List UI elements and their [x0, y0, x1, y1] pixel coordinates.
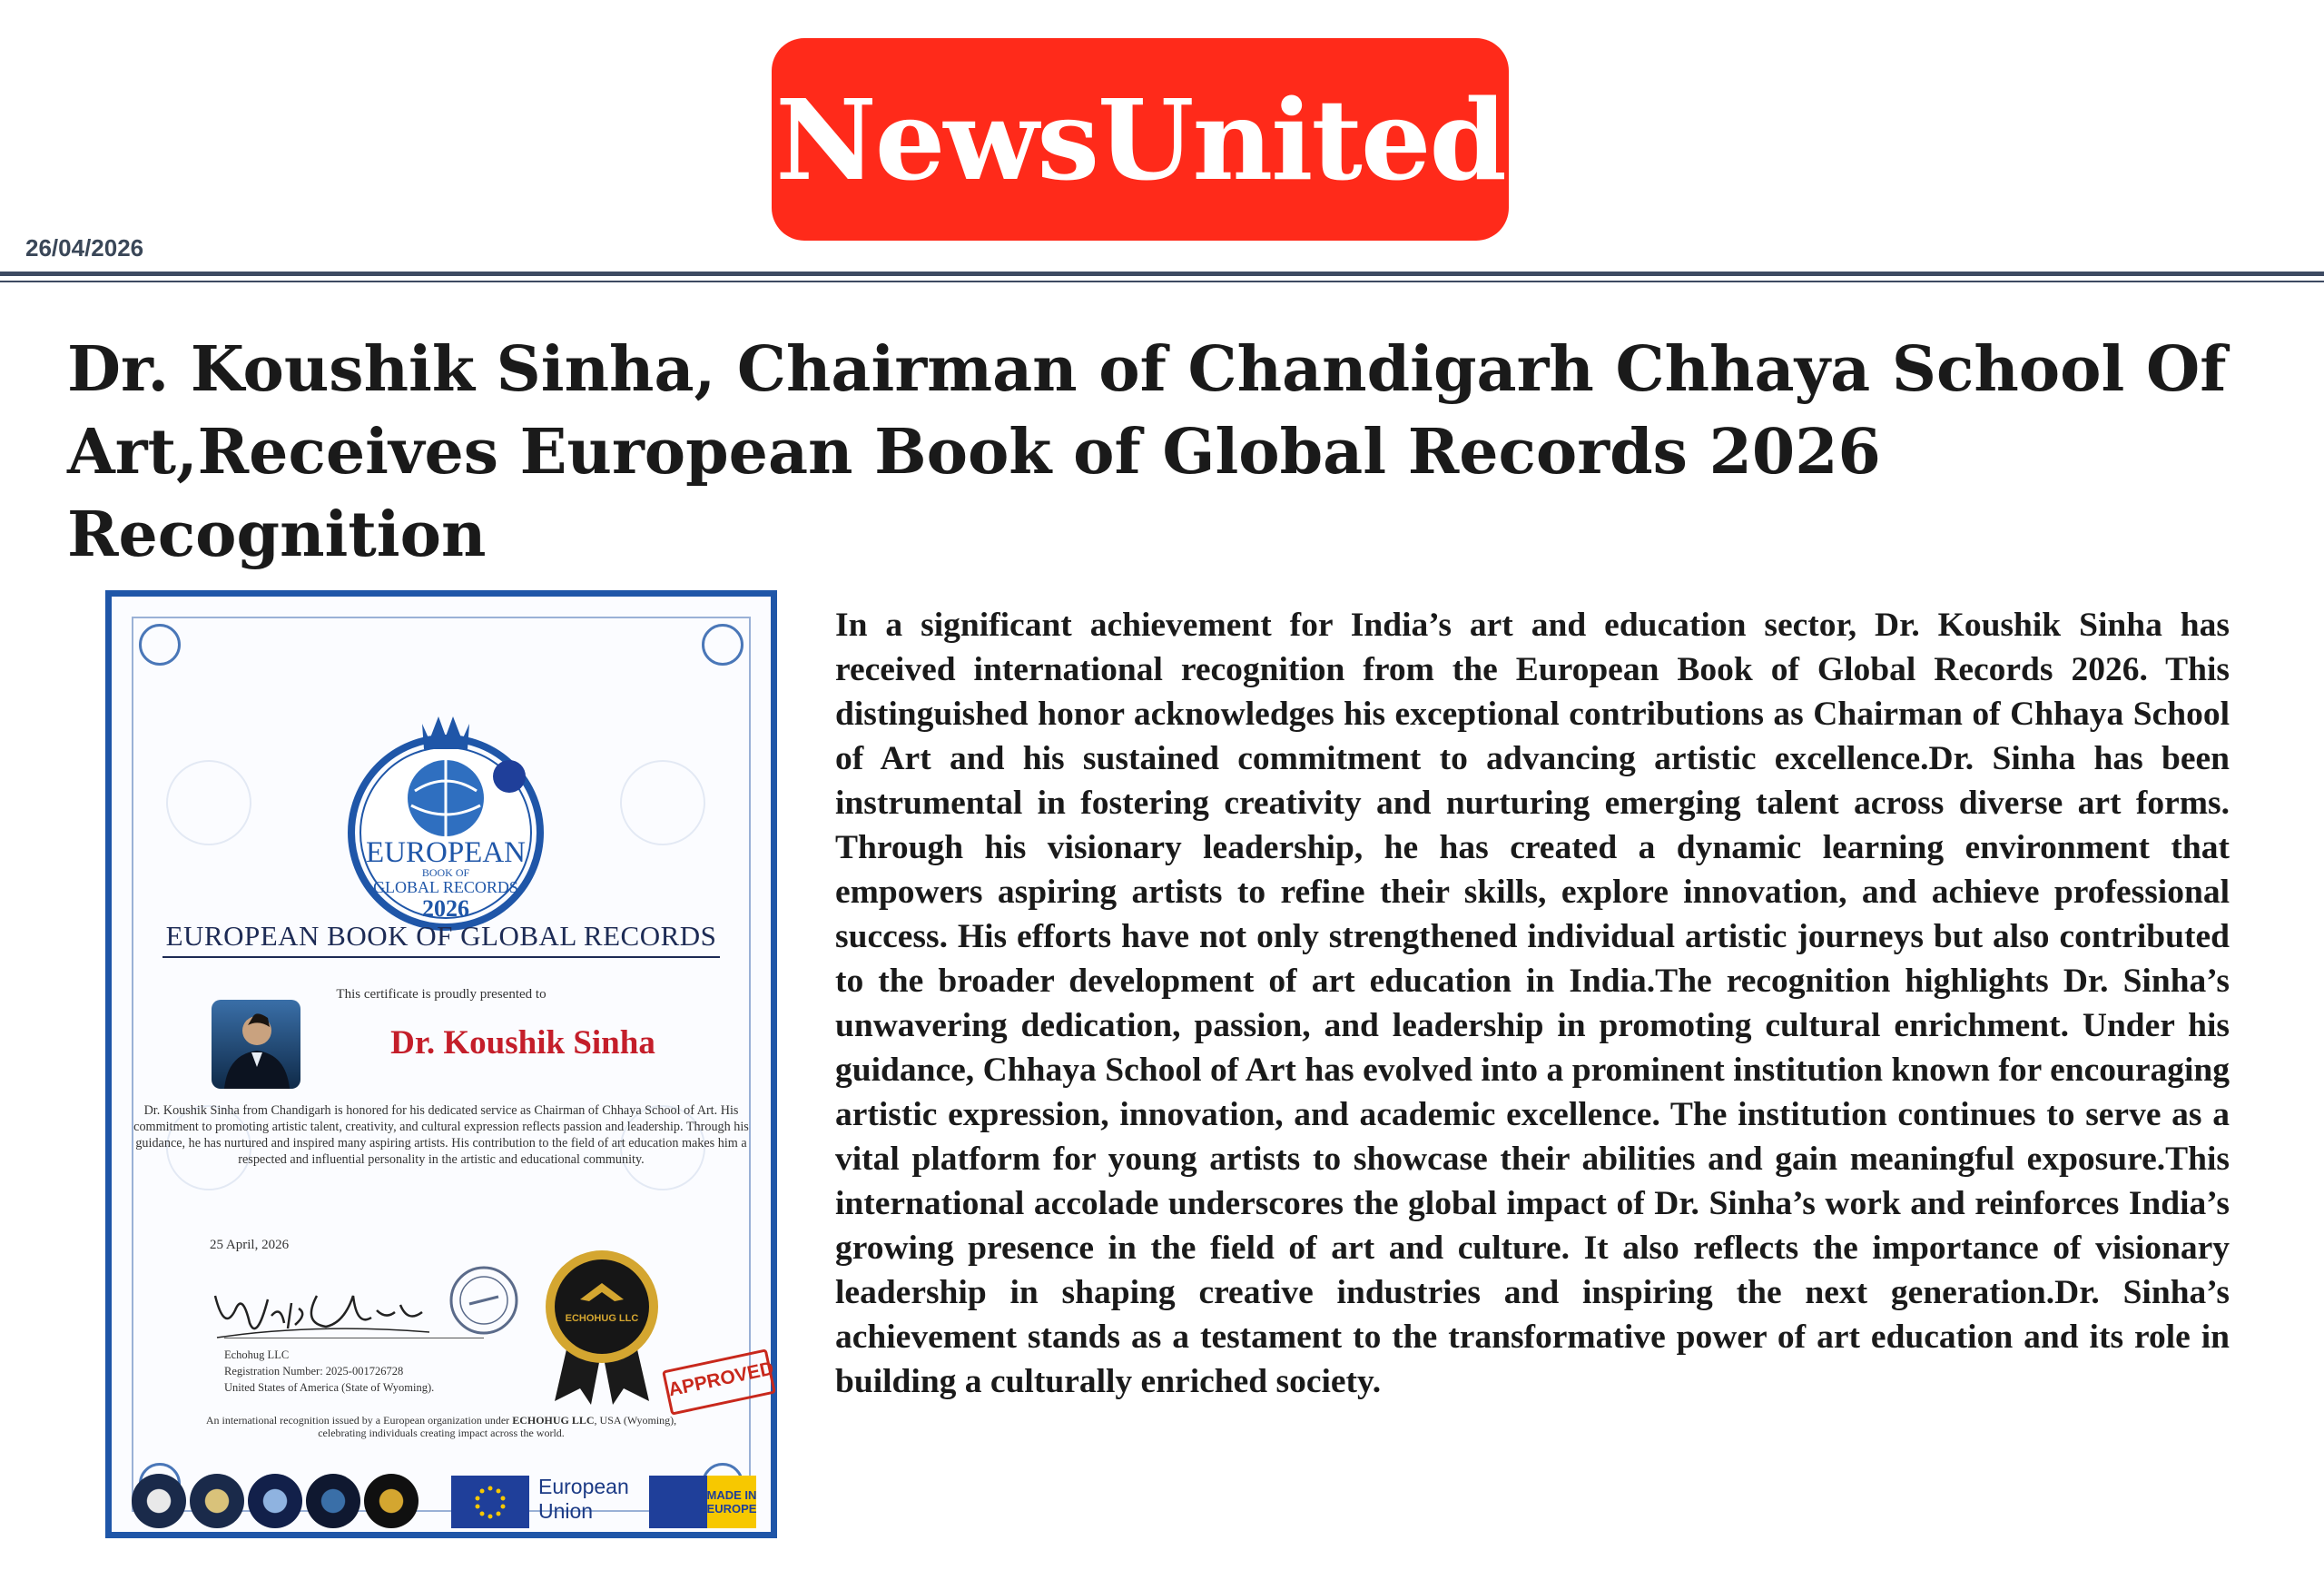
issuer-location: United States of America (State of Wyoming). — [224, 1381, 435, 1394]
certificate-title: EUROPEAN BOOK OF GLOBAL RECORDS — [165, 920, 717, 952]
footnote-org: ECHOHUG LLC — [512, 1414, 595, 1427]
official-seal-icon — [364, 1474, 419, 1528]
medal-text: ECHOHUG LLC — [565, 1313, 639, 1324]
publish-date: 26/04/2026 — [25, 234, 144, 262]
registration-number: Registration Number: 2025-001726728 — [224, 1365, 404, 1378]
corner-ornament — [139, 624, 181, 666]
logo-text: NewsUnited — [775, 74, 1505, 205]
presented-to-text: This certificate is proudly presented to — [336, 987, 547, 1002]
gold-medal-icon — [538, 1247, 665, 1406]
seal-line-4: 2026 — [422, 895, 469, 922]
issuer-name: Echohug LLC — [224, 1348, 290, 1361]
seal-line-2: BOOK OF — [421, 866, 470, 879]
echohug-stamp-icon — [448, 1264, 520, 1337]
signature-image — [208, 1259, 435, 1350]
eu-label-line-2: Union — [538, 1499, 594, 1523]
eu-label-line-1: European — [538, 1475, 629, 1498]
official-seal-icon — [248, 1474, 302, 1528]
official-seal-icon — [190, 1474, 244, 1528]
article-headline: Dr. Koushik Sinha, Chairman of Chandigarh Chhaya School Of Art,Receives European Book of Global Records 2026 Recognition — [67, 333, 2227, 571]
eu-stars-icon — [451, 1476, 529, 1528]
eu-flag-icon — [451, 1476, 529, 1528]
certificate-image — [105, 590, 777, 1538]
eu-label — [538, 1475, 629, 1524]
european-book-seal-icon — [328, 696, 564, 933]
person-silhouette-icon — [212, 1000, 300, 1089]
official-seal-icon — [132, 1474, 186, 1528]
watermark-seal — [620, 760, 705, 845]
made-in-line-2: EUROPE — [706, 1502, 757, 1516]
certificate-footnote — [139, 1414, 743, 1439]
article-body: In a significant achievement for India’s art and education sector, Dr. Koushik Sinha has received international recognition from the European Book of Global Records 2026. This distinguished honor acknowledges his exceptional contributions as Chairman of Chhaya School of Art and his sustained commitment to advancing artistic excellence.Dr. Sinha has been instrumental in fostering creativity and nurturing emerging talent across diverse art forms. Through his visionary leadership, he has created a dynamic learning environment that empowers aspiring artists to refine their skills, explore innovation, and achieve professional success. His efforts have not only strengthened individual artistic journeys but also contributed to the broader development of art education in India.The recognition highlights Dr. Sinha’s unwavering dedication, passion, and leadership in promoting cultural enrichment. Under his guidance, Chhaya School of Art has evolved into a prominent institution known for encouraging artistic expression, innovation, and academic excellence. The institution continues to serve as a vital platform for young artists to showcase their abilities and gain meaningful exposure.This international accolade underscores the global impact of Dr. Sinha’s work and reinforces India’s growing presence in the field of art and culture. It also reflects the importance of visionary leadership in shaping creative industries and inspiring the next generation.Dr. Sinha’s achievement stands as a testament to the transformative power of art education and its role in building a culturally enriched society. — [835, 607, 2230, 1400]
seal-line-3: GLOBAL RECORDS — [373, 878, 518, 896]
corner-ornament — [702, 624, 743, 666]
recipient-photo — [212, 1000, 300, 1089]
title-underline — [162, 956, 720, 958]
masthead-rule — [0, 272, 2324, 276]
recipient-name: Dr. Koushik Sinha — [390, 1024, 655, 1062]
eu-flag-small-icon — [649, 1476, 707, 1528]
gold-medal-seal — [538, 1247, 665, 1406]
certificate-date: 25 April, 2026 — [210, 1238, 290, 1252]
approved-stamp: APPROVED — [662, 1348, 776, 1415]
made-in-line-1: MADE IN — [706, 1488, 757, 1502]
made-in-europe-badge — [649, 1476, 756, 1528]
footnote-part-1: An international recognition issued by a European organization under — [205, 1414, 513, 1427]
watermark-seal — [166, 760, 251, 845]
official-seal-icon — [306, 1474, 360, 1528]
made-in-europe-text — [707, 1476, 756, 1528]
footnote-part-2: , USA (Wyoming), — [594, 1414, 677, 1427]
certificate-citation: Dr. Koushik Sinha from Chandigarh is honored for his dedicated service as Chairman of Chhaya School of Art. His commitment to promoting artistic talent, creativity, and cultural expression reflects passion and leadership. Through his guidance, he has nurtured and inspired many aspiring artists. His contribution to the field of art education makes him a respected and influential personality in the artistic and educational community. — [133, 1103, 749, 1167]
footnote-part-3: celebrating individuals creating impact across the world. — [318, 1427, 565, 1439]
masthead-rule-thin — [0, 281, 2324, 282]
issuer-details — [224, 1347, 434, 1396]
seal-line-1: EUROPEAN — [365, 836, 527, 869]
newsunited-logo[interactable] — [772, 38, 1509, 241]
